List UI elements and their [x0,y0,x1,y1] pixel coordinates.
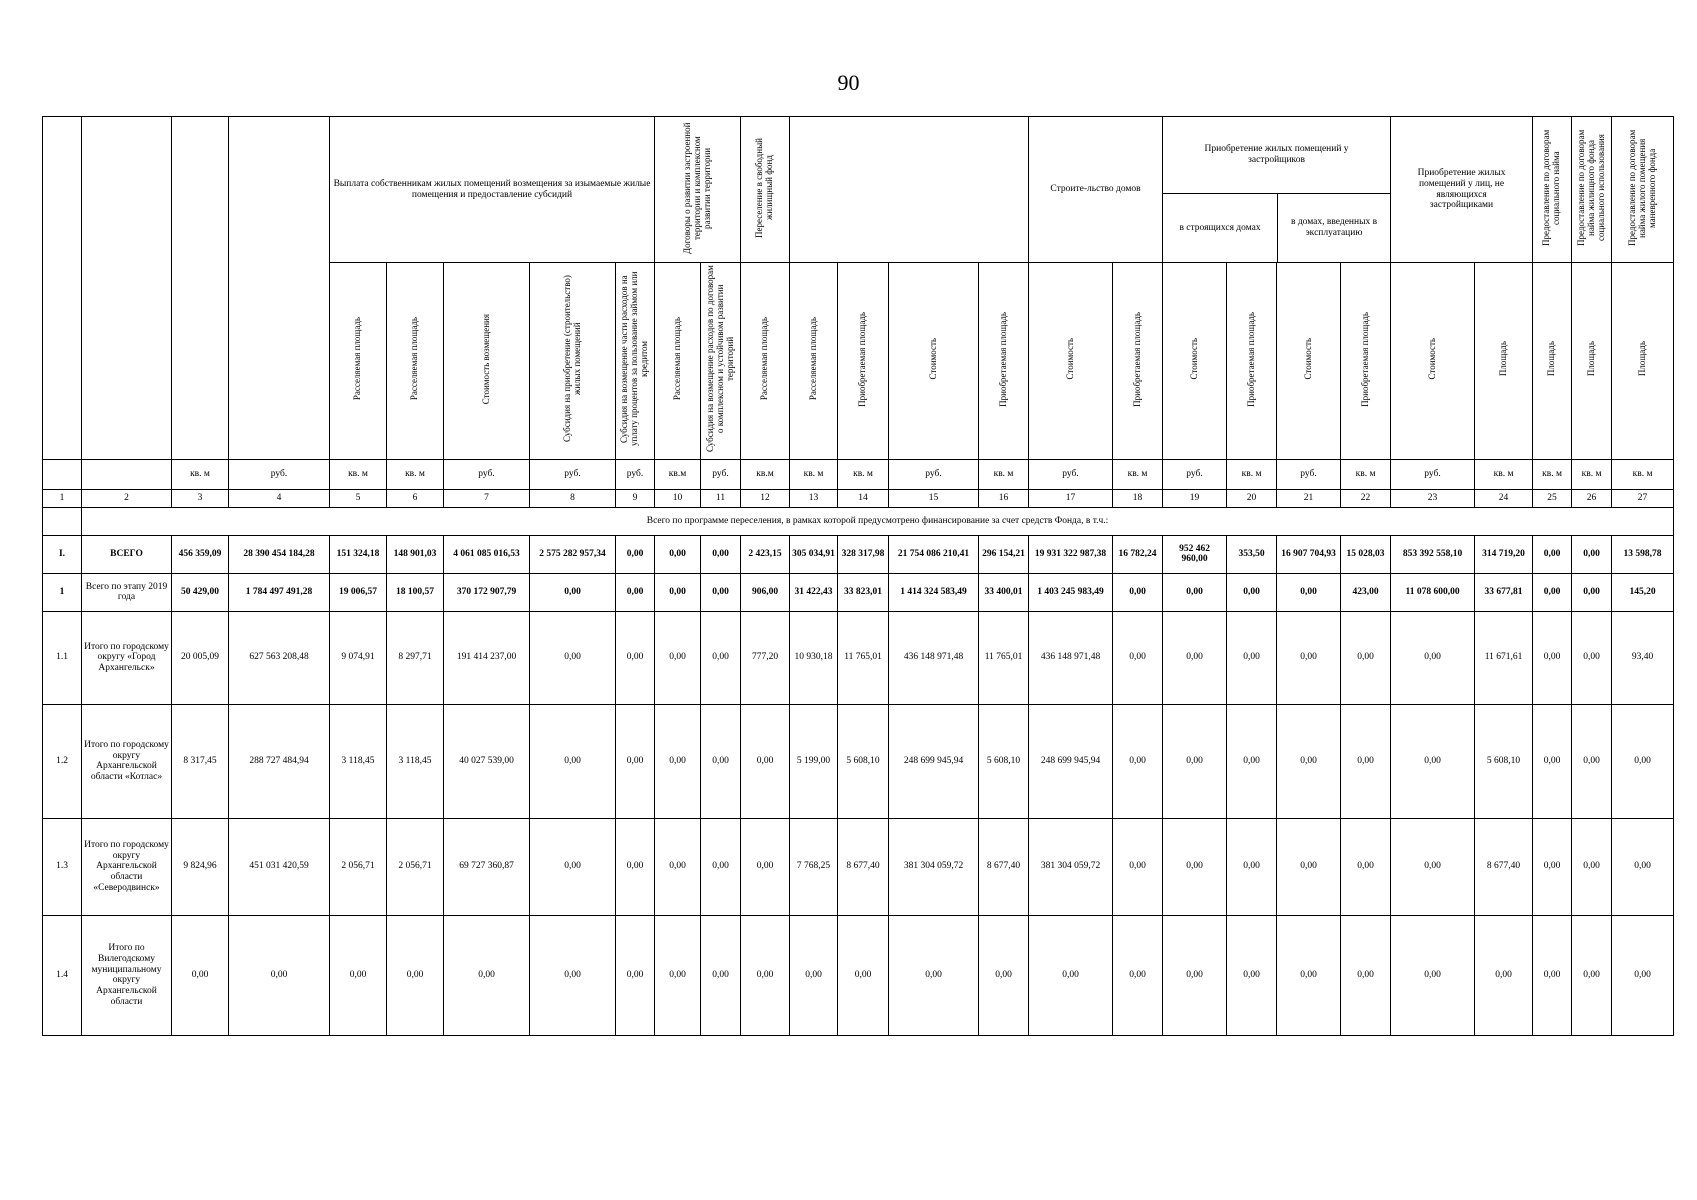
table-row [43,704,1674,818]
section-caption: Всего по программе переселения, в рамках которой предусмотрено финансирование за счет средств Фонда, в т.ч.: [82,507,1674,535]
unit-cell-empty-1 [43,459,82,489]
table-cell: 0,00 [1391,611,1475,704]
header-c13 [790,263,838,460]
header-c10 [655,263,701,460]
table-cell: 0,00 [229,915,330,1035]
table-cell: 0,00 [1533,611,1572,704]
header-c20-text: Приобретаемая площадь [1245,311,1256,407]
col-number: 2 [82,489,172,507]
table-cell: 0,00 [1533,535,1572,573]
table-cell: 0,00 [1163,611,1227,704]
table-cell: 0,00 [1572,915,1612,1035]
header-group-soc-text: Предоставление по договорам социального найма [1541,129,1562,246]
unit-cell: кв. м [1533,459,1572,489]
unit-cell: кв. м [330,459,387,489]
column-numbers-row [43,489,1674,507]
col-number: 12 [741,489,790,507]
col-number: 21 [1277,489,1341,507]
header-c14 [838,263,889,460]
header-group-lic: Приобретение жилых помещений у лиц, не являющихся застройщиками [1391,117,1533,263]
table-cell: 8 677,40 [838,818,889,915]
table-cell: 0,00 [1572,818,1612,915]
unit-cell: руб. [1277,459,1341,489]
header-vvedennykh: в домах, введенных в эксплуатацию [1290,217,1378,238]
table-cell: 0,00 [530,573,616,611]
table-cell: 15 028,03 [1341,535,1391,573]
col-number: 6 [387,489,444,507]
row-number: 1.4 [43,915,82,1035]
table-cell: 0,00 [889,915,979,1035]
table-cell: 5 608,10 [838,704,889,818]
table-cell: 11 671,61 [1475,611,1533,704]
section-caption-empty [43,507,82,535]
row-number: 1.1 [43,611,82,704]
header-row-groups [43,117,1674,263]
row-name: Итого по городскому округу «Город Архангельск» [82,611,172,704]
header-c13-text: Расселяемая площадь [807,317,818,401]
table-cell: 0,00 [1227,915,1277,1035]
header-c15-text: Стоимость [927,338,938,380]
col-number: 20 [1227,489,1277,507]
table-cell: 0,00 [1227,818,1277,915]
row-number: 1.3 [43,818,82,915]
col-number: 22 [1341,489,1391,507]
row-number: 1 [43,573,82,611]
header-zastr-sub [1163,194,1390,262]
table-cell: 0,00 [530,818,616,915]
table-cell: 1 403 245 983,49 [1029,573,1113,611]
table-cell: 0,00 [1612,915,1674,1035]
row-number: I. [43,535,82,573]
row-name: Итого по городскому округу Архангельской области «Котлас» [82,704,172,818]
header-c14-text: Приобретаемая площадь [857,311,868,407]
unit-cell: кв. м [1113,459,1163,489]
unit-cell: руб. [1029,459,1113,489]
header-c12 [741,263,790,460]
header-group-nayma [1612,117,1674,263]
table-cell: 0,00 [979,915,1029,1035]
table-cell: 8 677,40 [1475,818,1533,915]
table-cell: 31 422,43 [790,573,838,611]
header-c24 [1475,263,1533,460]
header-c7 [444,263,530,460]
table-cell: 0,00 [1227,704,1277,818]
table-cell: 10 930,18 [790,611,838,704]
table-cell: 16 907 704,93 [1277,535,1341,573]
header-c15 [889,263,979,460]
unit-cell: руб. [444,459,530,489]
unit-cell: руб. [1391,459,1475,489]
table-cell: 0,00 [1113,611,1163,704]
table-cell: 0,00 [1572,535,1612,573]
table-cell: 0,00 [1163,573,1227,611]
col-number: 1 [43,489,82,507]
table-cell: 0,00 [1391,915,1475,1035]
table-cell: 0,00 [1163,915,1227,1035]
unit-cell: кв.м [655,459,701,489]
header-group-dogovory-text: Договоры о развитии застроенной территории и комплексном развитии территории [681,121,712,254]
col-number: 23 [1391,489,1475,507]
table-cell: 7 768,25 [790,818,838,915]
table-cell: 2 575 282 957,34 [530,535,616,573]
header-group-dogovory [655,117,741,263]
header-c18 [1113,263,1163,460]
header-c26-text: Площадь [1585,341,1596,377]
table-cell: 148 901,03 [387,535,444,573]
table-cell: 0,00 [616,611,655,704]
section-caption-row [43,507,1674,535]
table-cell: 0,00 [655,915,701,1035]
unit-cell: руб. [616,459,655,489]
table-cell: 8 677,40 [979,818,1029,915]
table-cell: 381 304 059,72 [889,818,979,915]
table-cell: 0,00 [701,818,741,915]
table-cell: 18 100,57 [387,573,444,611]
table-cell: 381 304 059,72 [1029,818,1113,915]
unit-cell: кв. м [1612,459,1674,489]
table-cell: 0,00 [1227,611,1277,704]
table-cell: 0,00 [530,704,616,818]
header-c12-text: Расселяемая площадь [759,317,770,401]
col-number: 3 [172,489,229,507]
header-c9-text: Субсидия на возмещение части расходов на уплату процентов за пользование займом или кредитом [619,271,649,447]
table-cell: 0,00 [741,818,790,915]
table-cell: 288 727 484,94 [229,704,330,818]
col-number: 18 [1113,489,1163,507]
table-cell: 0,00 [616,704,655,818]
table-cell: 0,00 [701,535,741,573]
table-cell: 451 031 420,59 [229,818,330,915]
table-cell: 952 462 960,00 [1163,535,1227,573]
header-group-zastroyshchiki [1163,117,1391,263]
table-cell: 33 677,81 [1475,573,1533,611]
table-cell: 1 784 497 491,28 [229,573,330,611]
table-cell: 11 078 600,00 [1391,573,1475,611]
table-cell: 21 754 086 210,41 [889,535,979,573]
table-cell: 0,00 [701,611,741,704]
table-cell: 1 414 324 583,49 [889,573,979,611]
table-cell: 0,00 [1572,704,1612,818]
header-c8 [530,263,616,460]
table-cell: 0,00 [1163,818,1227,915]
header-cell-empty-3 [172,117,229,460]
header-cell-empty-1 [43,117,82,460]
col-number: 9 [616,489,655,507]
header-c26 [1572,263,1612,460]
header-c18-text: Приобретаемая площадь [1131,311,1142,407]
header-group-stroitelstvo: Строите-льство домов [1029,117,1163,263]
table-cell: 0,00 [172,915,229,1035]
unit-cell: руб. [1163,459,1227,489]
table-cell: 9 824,96 [172,818,229,915]
header-c19-text: Стоимость [1188,338,1199,380]
unit-cell: руб. [229,459,330,489]
header-group-empty [790,117,1029,263]
header-c10-text: Расселяемая площадь [671,317,682,401]
table-cell: 5 608,10 [979,704,1029,818]
table-cell: 0,00 [444,915,530,1035]
table-cell: 9 074,91 [330,611,387,704]
header-group-svobodny [741,117,790,263]
unit-cell: кв.м [741,459,790,489]
table-cell: 0,00 [530,915,616,1035]
unit-cell: руб. [701,459,741,489]
table-cell: 0,00 [616,818,655,915]
table-cell: 627 563 208,48 [229,611,330,704]
header-c6 [387,263,444,460]
header-c9 [616,263,655,460]
table-cell: 0,00 [1612,818,1674,915]
table-cell: 248 699 945,94 [1029,704,1113,818]
table-cell: 191 414 237,00 [444,611,530,704]
unit-cell-empty-2 [82,459,172,489]
header-c11-text: Субсидия на возмещение расходов по договорам о комплексном и устойчивом развитии территорий [704,265,735,453]
table-cell: 11 765,01 [979,611,1029,704]
header-c27-text: Площадь [1636,341,1647,377]
header-group-soc [1533,117,1572,263]
unit-cell: руб. [889,459,979,489]
table-cell: 0,00 [1612,704,1674,818]
header-c5 [330,263,387,460]
table-cell: 2 423,15 [741,535,790,573]
table-cell: 8 317,45 [172,704,229,818]
header-c17-text: Стоимость [1064,338,1075,380]
col-number: 14 [838,489,889,507]
table-cell: 0,00 [1572,573,1612,611]
table-cell: 69 727 360,87 [444,818,530,915]
unit-cell: руб. [530,459,616,489]
page-number: 90 [837,70,860,95]
header-c5-text: Расселяемая площадь [352,317,363,401]
table-cell: 0,00 [1391,704,1475,818]
col-number: 16 [979,489,1029,507]
table-cell: 145,20 [1612,573,1674,611]
table-cell: 19 931 322 987,38 [1029,535,1113,573]
table-cell: 0,00 [616,573,655,611]
resettlement-table [42,116,1674,1036]
table-cell: 0,00 [616,535,655,573]
table-cell: 0,00 [1341,704,1391,818]
col-number: 13 [790,489,838,507]
col-number: 17 [1029,489,1113,507]
table-cell: 0,00 [790,915,838,1035]
table-row [43,915,1674,1035]
table-cell: 328 317,98 [838,535,889,573]
header-c17 [1029,263,1113,460]
header-cell-empty-2 [82,117,172,460]
table-cell: 0,00 [1113,704,1163,818]
table-cell: 0,00 [655,704,701,818]
table-cell: 314 719,20 [1475,535,1533,573]
table-cell: 0,00 [1341,611,1391,704]
col-number: 5 [330,489,387,507]
table-cell: 33 823,01 [838,573,889,611]
header-c8-text: Субсидия на приобретение (строительство) жилых помещений [561,275,582,443]
table-cell: 0,00 [1277,573,1341,611]
col-number: 10 [655,489,701,507]
header-group-svobodny-text: Переселение в свободный жилищный фонд [754,137,775,238]
table-cell: 436 148 971,48 [1029,611,1113,704]
table-cell: 0,00 [655,818,701,915]
unit-cell: кв. м [790,459,838,489]
table-cell: 0,00 [1341,818,1391,915]
header-c23-text: Стоимость [1426,338,1437,380]
table-cell: 11 765,01 [838,611,889,704]
header-cell-empty-4 [229,117,330,460]
table-row [43,818,1674,915]
header-group-payout: Выплата собственникам жилых помещений возмещения за изымаемые жилые помещения и предоставление субсидий [330,117,655,263]
table-cell: 0,00 [530,611,616,704]
table-cell: 370 172 907,79 [444,573,530,611]
table-cell: 0,00 [1113,818,1163,915]
table-cell: 33 400,01 [979,573,1029,611]
header-c25 [1533,263,1572,460]
header-c19 [1163,263,1227,460]
table-row [43,573,1674,611]
col-number: 7 [444,489,530,507]
table-cell: 3 118,45 [387,704,444,818]
table-cell: 0,00 [1277,915,1341,1035]
header-c16 [979,263,1029,460]
header-stroyashchikhsya: в строящихся домах [1163,194,1278,262]
table-cell: 0,00 [616,915,655,1035]
table-cell: 296 154,21 [979,535,1029,573]
col-number: 24 [1475,489,1533,507]
table-row [43,535,1674,573]
table-cell: 0,00 [1113,915,1163,1035]
col-number: 27 [1612,489,1674,507]
table-cell: 0,00 [655,573,701,611]
unit-cell: кв. м [1572,459,1612,489]
col-number: 11 [701,489,741,507]
header-c22 [1341,263,1391,460]
table-cell: 0,00 [330,915,387,1035]
header-c25-text: Площадь [1546,341,1557,377]
table-cell: 248 699 945,94 [889,704,979,818]
table-cell: 28 390 454 184,28 [229,535,330,573]
unit-cell: кв. м [1227,459,1277,489]
header-c16-text: Приобретаемая площадь [997,311,1008,407]
table-cell: 0,00 [1029,915,1113,1035]
col-number: 8 [530,489,616,507]
table-cell: 0,00 [1533,915,1572,1035]
table-cell: 40 027 539,00 [444,704,530,818]
row-name: Всего по этапу 2019 года [82,573,172,611]
col-number: 4 [229,489,330,507]
header-group-kom [1572,117,1612,263]
table-cell: 0,00 [1391,818,1475,915]
table-cell: 0,00 [655,535,701,573]
table-cell: 0,00 [1277,611,1341,704]
units-row [43,459,1674,489]
header-c27 [1612,263,1674,460]
table-cell: 93,40 [1612,611,1674,704]
header-c22-text: Приобретаемая площадь [1359,311,1370,407]
table-cell: 0,00 [387,915,444,1035]
header-group-nayma-text: Предоставление по договорам найма жилого помещения маневренного фонда [1626,129,1657,246]
table-cell: 2 056,71 [387,818,444,915]
table-cell: 906,00 [741,573,790,611]
table-cell: 19 006,57 [330,573,387,611]
table-cell: 423,00 [1341,573,1391,611]
table-cell: 0,00 [1277,704,1341,818]
header-c11 [701,263,741,460]
table-cell: 0,00 [701,573,741,611]
row-name: ВСЕГО [82,535,172,573]
table-cell: 0,00 [1341,915,1391,1035]
table-cell: 3 118,45 [330,704,387,818]
header-c23 [1391,263,1475,460]
table-cell: 5 608,10 [1475,704,1533,818]
table-cell: 0,00 [1163,704,1227,818]
unit-cell: кв. м [1341,459,1391,489]
header-c7-text: Стоимость возмещения [480,313,491,405]
table-cell: 0,00 [838,915,889,1035]
unit-cell: кв. м [979,459,1029,489]
row-name: Итого по городскому округу Архангельской области «Северодвинск» [82,818,172,915]
table-cell: 50 429,00 [172,573,229,611]
table-cell: 305 034,91 [790,535,838,573]
table-cell: 0,00 [741,704,790,818]
row-name: Итого по Вилегодскому муниципальному округу Архангельской области [82,915,172,1035]
header-c20 [1227,263,1277,460]
table-cell: 853 392 558,10 [1391,535,1475,573]
table-cell: 20 005,09 [172,611,229,704]
table-cell: 0,00 [1572,611,1612,704]
unit-cell: кв. м [387,459,444,489]
table-cell: 2 056,71 [330,818,387,915]
table-cell: 5 199,00 [790,704,838,818]
header-group-kom-text: Предоставление по договорам найма жилищного фонда социального использования [1575,129,1606,246]
table-cell: 0,00 [655,611,701,704]
unit-cell: кв. м [172,459,229,489]
table-cell: 0,00 [1113,573,1163,611]
header-c21 [1277,263,1341,460]
table-cell: 0,00 [701,915,741,1035]
unit-cell: кв. м [1475,459,1533,489]
table-cell: 13 598,78 [1612,535,1674,573]
table-cell: 0,00 [701,704,741,818]
table-cell: 16 782,24 [1113,535,1163,573]
header-zastr-title: Приобретение жилых помещений у застройщиков [1163,117,1390,194]
table-cell: 151 324,18 [330,535,387,573]
table-cell: 0,00 [1533,573,1572,611]
table-cell: 4 061 085 016,53 [444,535,530,573]
table-cell: 0,00 [1277,818,1341,915]
table-cell: 0,00 [1227,573,1277,611]
header-c24-text: Площадь [1497,341,1508,377]
table-row [43,611,1674,704]
table-cell: 8 297,71 [387,611,444,704]
unit-cell: кв. м [838,459,889,489]
table-cell: 0,00 [1533,704,1572,818]
table-cell: 0,00 [1533,818,1572,915]
header-c21-text: Стоимость [1302,338,1313,380]
table-cell: 777,20 [741,611,790,704]
col-number: 15 [889,489,979,507]
table-cell: 456 359,09 [172,535,229,573]
col-number: 26 [1572,489,1612,507]
col-number: 19 [1163,489,1227,507]
table-cell: 353,50 [1227,535,1277,573]
table-cell: 0,00 [1475,915,1533,1035]
header-c6-text: Расселяемая площадь [409,317,420,401]
row-number: 1.2 [43,704,82,818]
table-cell: 436 148 971,48 [889,611,979,704]
table-cell: 0,00 [741,915,790,1035]
col-number: 25 [1533,489,1572,507]
